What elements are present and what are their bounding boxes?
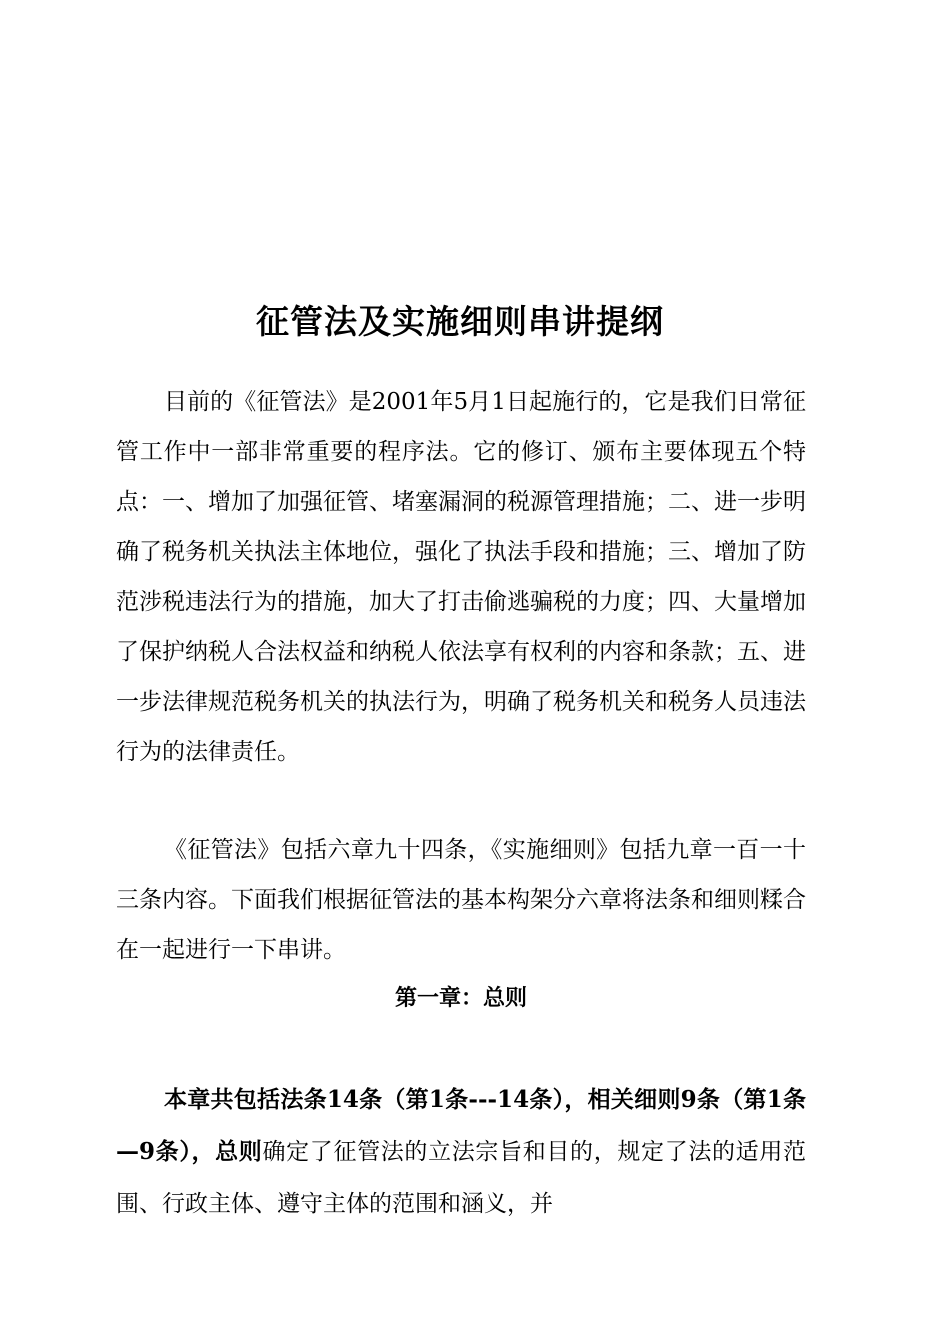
chapter-intro-bold-text: 本章共包括法条14条（第1条---14条），相关细则9条（第1条—9条），总则 bbox=[116, 1086, 806, 1165]
chapter-heading: 第一章：总则 bbox=[394, 985, 527, 1011]
intro-paragraph: 目前的《征管法》是2001年5月1日起施行的，它是我们日常征管工作中一部非常重要的程序法。它的修订、颁布主要体现五个特点：一、增加了加强征管、堵塞漏洞的税源管理措施；二、进一步明确了税务机关执法主体地位，强化了执法手段和措施；三、增加了防范涉税违法行为的措施，加大了打击偷逃骗税的力度；四、大量增加了保护纳税人合法权益和纳税人依法享有权利的内容和条款；五、进一步法律规范税务机关的执法行为，明确了税务机关和税务人员违法行为的法律责任。 bbox=[116, 389, 806, 765]
chapter-intro-text: 确定了征管法的立法宗旨和目的，规定了法的适用范围、行政主体、遵守主体的范围和涵义，并 bbox=[116, 1139, 806, 1217]
document-title: 征管法及实施细则串讲提纲 bbox=[256, 302, 664, 342]
chapter-intro-paragraph bbox=[116, 1074, 806, 1230]
structure-paragraph: 《征管法》包括六章九十四条，《实施细则》包括九章一百一十三条内容。下面我们根据征管法的基本构架分六章将法条和细则糅合在一起进行一下串讲。 bbox=[116, 837, 806, 963]
